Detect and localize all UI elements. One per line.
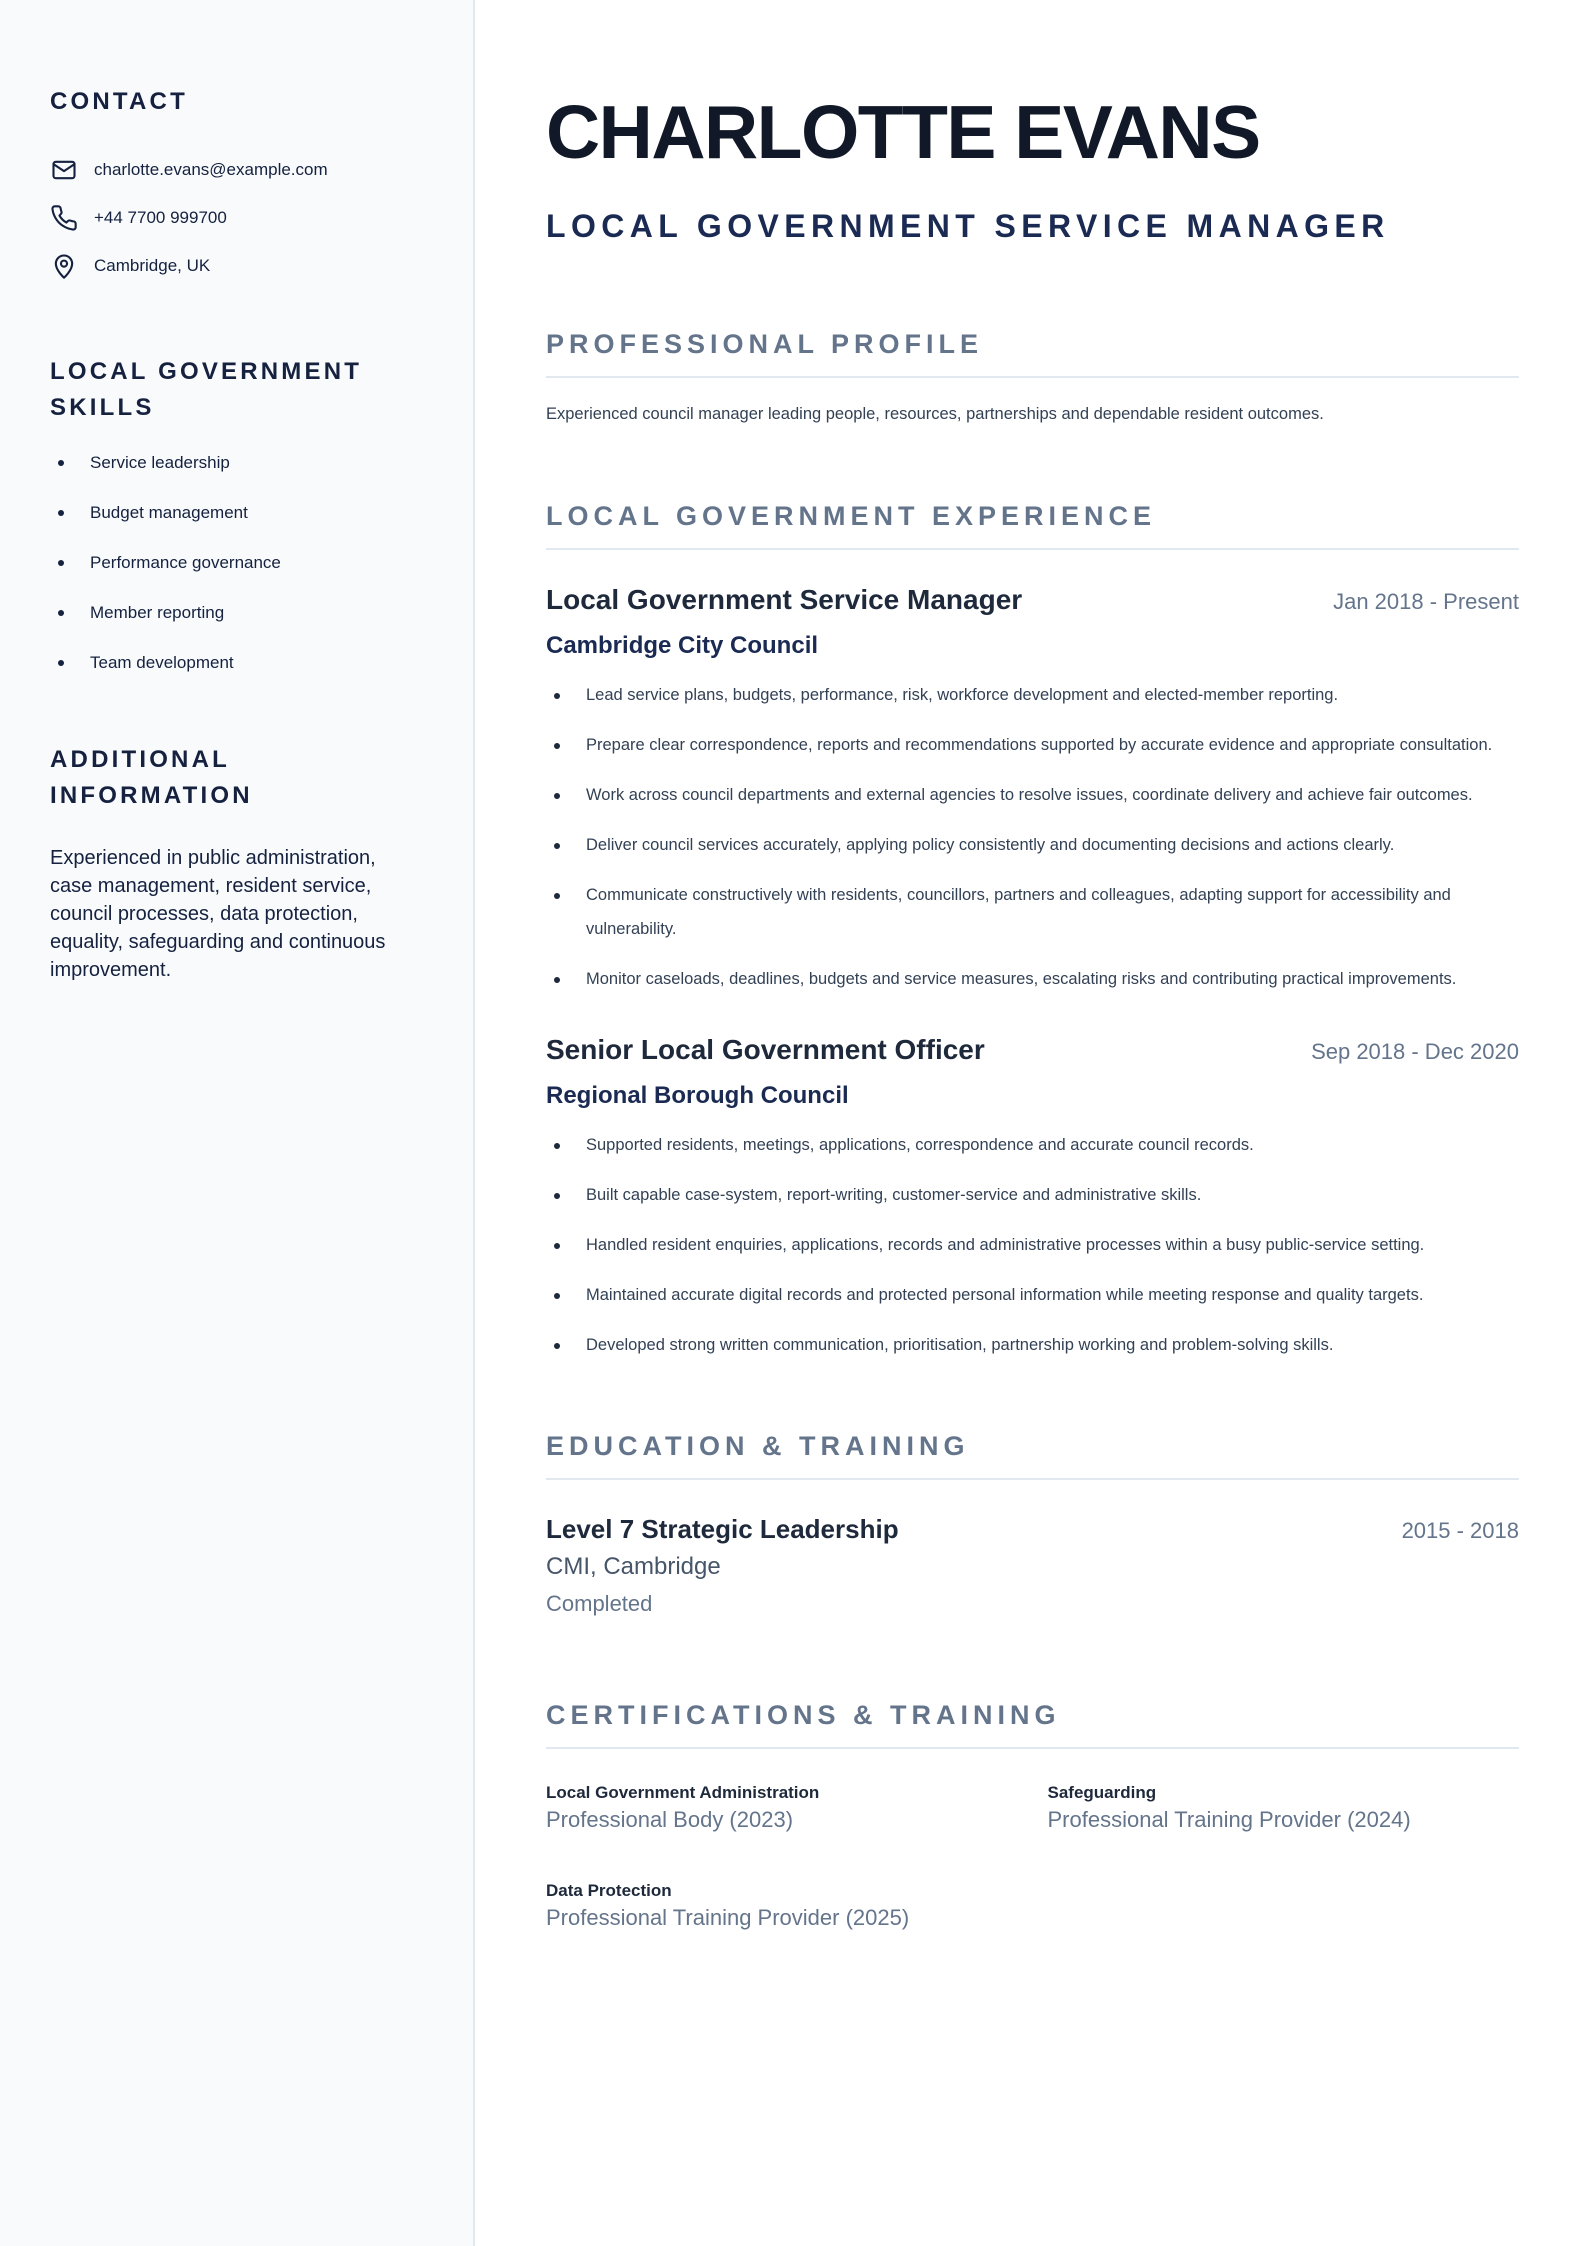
job-bullet: Developed strong written communication, prioritisation, partnership working and problem-solving skills.: [546, 1328, 1519, 1362]
job-bullet: Maintained accurate digital records and protected personal information while meeting response and quality targets.: [546, 1278, 1519, 1312]
education-section: [546, 1428, 1519, 1617]
education-title: Level 7 Strategic Leadership: [546, 1514, 899, 1544]
education-institution: CMI, Cambridge: [546, 1553, 721, 1580]
job-bullet: Supported residents, meetings, applications, correspondence and accurate council records.: [546, 1128, 1519, 1162]
certification-provider: Professional Training Provider (2024): [1047, 1807, 1411, 1832]
job-bullets: [546, 678, 1519, 996]
certification-entry: [546, 1881, 1018, 1931]
education-heading: EDUCATION & TRAINING: [546, 1428, 1519, 1480]
contact-location-text: Cambridge, UK: [94, 256, 211, 275]
job-bullet: Built capable case-system, report-writing, customer-service and administrative skills.: [546, 1178, 1519, 1212]
education-entry: [546, 1514, 1519, 1617]
skill-item: Budget management: [50, 498, 423, 548]
mail-icon: [50, 156, 78, 184]
skills-heading: LOCAL GOVERNMENT SKILLS: [50, 358, 363, 421]
job-entry: [546, 584, 1519, 996]
job-title: Senior Local Government Officer: [546, 1034, 985, 1065]
contact-list: [50, 146, 423, 290]
contact-phone-text: +44 7700 999700: [94, 208, 227, 227]
job-bullet: Deliver council services accurately, applying policy consistently and documenting decisions and actions clearly.: [546, 828, 1519, 862]
job-bullet: Lead service plans, budgets, performance, risk, workforce development and elected-member reporting.: [546, 678, 1519, 712]
job-bullet: Prepare clear correspondence, reports and recommendations supported by accurate evidence and appropriate consultation.: [546, 728, 1519, 762]
location-pin-icon: [50, 252, 78, 280]
education-status: Completed: [546, 1591, 653, 1616]
certification-entry: [1048, 1783, 1520, 1833]
skill-item: Service leadership: [50, 448, 423, 498]
sidebar: [0, 0, 475, 2246]
profile-text: Experienced council manager leading people, resources, partnerships and dependable resident outcomes.: [546, 405, 1324, 423]
certification-entry: [546, 1783, 1018, 1833]
skill-item: Team development: [50, 648, 423, 698]
contact-phone[interactable]: [50, 194, 423, 242]
experience-section: [546, 498, 1519, 1362]
contact-email[interactable]: [50, 146, 423, 194]
certifications-section: [546, 1697, 1519, 1931]
job-dates: Jan 2018 - Present: [1333, 589, 1519, 614]
skill-item: Member reporting: [50, 598, 423, 648]
phone-icon: [50, 204, 78, 232]
main-content: [475, 0, 1588, 2246]
certification-provider: Professional Training Provider (2025): [546, 1905, 910, 1930]
profile-heading: PROFESSIONAL PROFILE: [546, 326, 1519, 378]
job-organisation: Regional Borough Council: [546, 1082, 849, 1109]
profile-section: [546, 326, 1519, 426]
job-organisation: Cambridge City Council: [546, 632, 819, 659]
job-bullet: Handled resident enquiries, applications, records and administrative processes within a busy public-service setting.: [546, 1228, 1519, 1262]
candidate-name: CHARLOTTE EVANS: [546, 90, 1260, 174]
job-entry: [546, 1034, 1519, 1362]
certifications-heading: CERTIFICATIONS & TRAINING: [546, 1697, 1519, 1749]
job-title: Local Government Service Manager: [546, 584, 1023, 615]
additional-info-heading: ADDITIONAL INFORMATION: [50, 746, 253, 809]
certification-name: Local Government Administration: [546, 1783, 820, 1802]
job-bullet: Communicate constructively with residents, councillors, partners and colleagues, adapting support for accessibility and vulnerability.: [546, 878, 1519, 946]
additional-info-text: Experienced in public administration, case management, resident service, council processes, data protection, equality, safeguarding and continuous improvement.: [50, 847, 386, 981]
contact-heading: CONTACT: [50, 88, 188, 115]
certification-provider: Professional Body (2023): [546, 1807, 794, 1832]
job-title-headline: LOCAL GOVERNMENT SERVICE MANAGER: [546, 208, 1390, 244]
skills-list: [50, 448, 423, 698]
job-dates: Sep 2018 - Dec 2020: [1311, 1039, 1519, 1064]
job-bullet: Work across council departments and external agencies to resolve issues, coordinate delivery and achieve fair outcomes.: [546, 778, 1519, 812]
education-dates: 2015 - 2018: [1401, 1518, 1519, 1543]
experience-heading: LOCAL GOVERNMENT EXPERIENCE: [546, 498, 1519, 550]
certification-name: Data Protection: [546, 1881, 672, 1900]
certifications-grid: [546, 1783, 1519, 1931]
skill-item: Performance governance: [50, 548, 423, 598]
job-bullets: [546, 1128, 1519, 1362]
job-bullet: Monitor caseloads, deadlines, budgets and service measures, escalating risks and contributing practical improvements.: [546, 962, 1519, 996]
contact-location: [50, 242, 423, 290]
contact-email-text: charlotte.evans@example.com: [94, 160, 328, 179]
certification-name: Safeguarding: [1047, 1783, 1157, 1802]
